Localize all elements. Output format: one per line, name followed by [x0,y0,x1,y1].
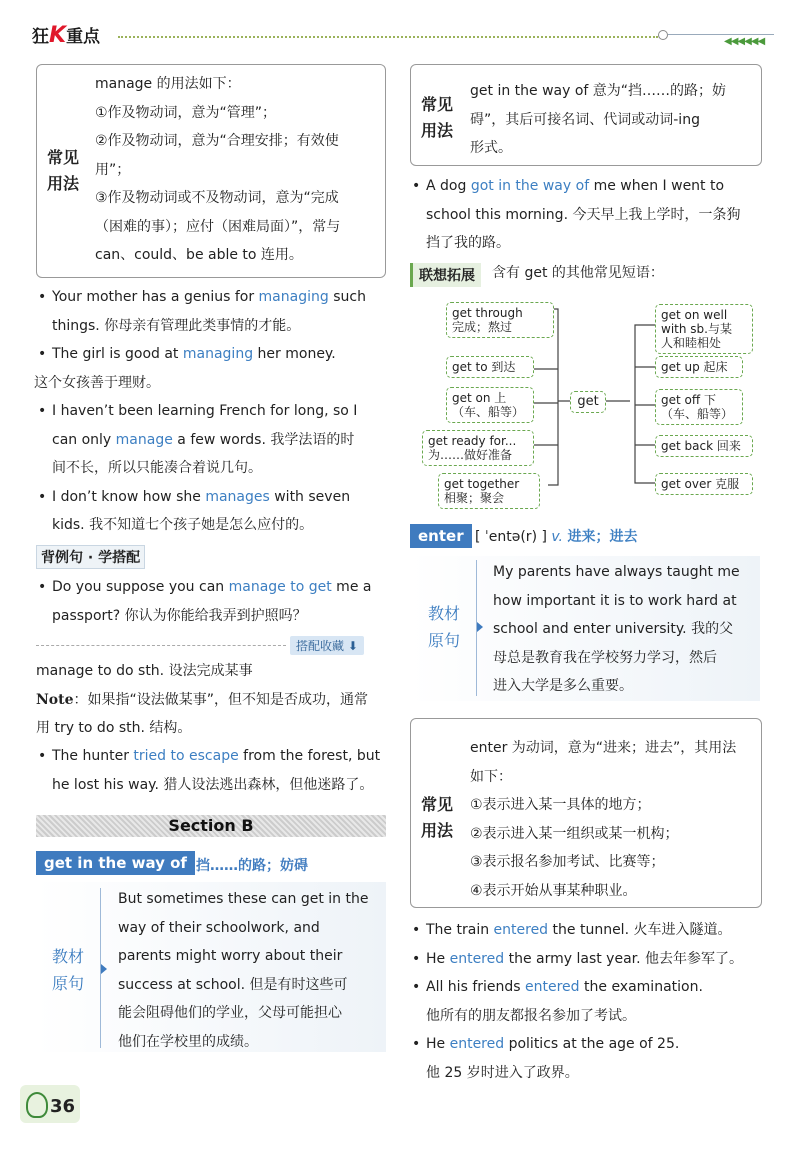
example-item: • He entered the army last year. 他去年参军了。 [426,945,771,974]
mindmap-node: get up 起床 [655,356,743,378]
usage-label: 常见 用法 [420,795,453,840]
example-item: • He entered politics at the age of 25. [426,1030,771,1059]
gitw-source-text: But sometimes these can get in the way of their schoolwork, and parents might worry about their success at school. 但是有时这些可 能会阻碍他们的学业，父母可能担心 他们在学校里的成绩。 [118,891,369,1050]
example-item: • Your mother has a genius for managing such [52,283,387,312]
example-line: things. 你母亲有管理此类事情的才能。 [52,317,301,334]
usage-line: ①作及物动词，意为“管理”； [95,104,277,121]
source-label: 教材 原句 [427,604,460,650]
phrase-line: manage to do sth. 设法完成某事 [36,663,253,679]
usage-line: ③作及物动词或不及物动词，意为“完成 [95,190,339,206]
mindmap-node: get through 完成；熬过 [446,302,554,338]
header-arrows-icon: ◀◀◀◀◀◀ [724,36,765,47]
collect-rule [36,645,286,646]
hunter-example: • The hunter tried to escape from the forest, but he lost his way. 猎人设法逃出森林，但他迷路了。 [52,742,387,799]
gitw-usage-text: get in the way of 意为“挡……的路；妨 碍”，其后可接名词、代词或动词-ing 形式。 [470,83,727,156]
mindmap-center: get [570,391,606,413]
logo-text: 重点 [66,27,101,47]
gitw-meaning: 挡……的路；妨碍 [196,858,308,874]
lianxiang-tag: 联想拓展 [410,263,481,287]
mindmap-node: get on 上 （车、船等） [446,387,534,423]
mindmap-node: get over 克服 [655,473,753,495]
usage-line: 用”； [95,161,131,178]
mindmap-node: get on well with sb.与某 人和睦相处 [655,304,753,354]
bei-example: • Do you suppose you can manage to get me a passport? 你认为你能给我弄到护照吗？ [52,573,387,630]
mindmap-node: get back 回来 [655,435,753,457]
example-line: 间不长，所以只能凑合着说几句。 [52,460,262,476]
example-line: can only manage a few words. 我学法语的时 [52,431,355,448]
header-dotted-rule [118,36,658,38]
enter-heading: enter [410,524,472,548]
logo-k: K [49,23,67,48]
enter-source-text: My parents have always taught me how important it is to work hard at school and enter university. 我的父 母总是教育我在学校努力学习，然后 进入大学是多么重要。 [493,564,740,694]
mindmap-node: get off 下 （车、船等） [655,389,743,425]
example-line: 这个女孩善于理财。 [34,374,160,391]
note-line: Note：如果指“设法做某事”，但不知是否成功，通常 [36,691,369,708]
example-line: kids. 我不知道七个孩子她是怎么应付的。 [52,517,314,533]
pointer-icon [477,622,483,632]
usage-label: 常见 用法 [420,95,453,140]
manage-usage-text [95,70,380,270]
mindmap-node: get to 到达 [446,356,534,378]
header-rule [668,34,774,35]
header-logo [32,22,100,48]
phrase-block [36,657,386,743]
collect-tag: 搭配收藏 ⬇ [290,636,364,655]
bei-tag: 背例句 · 学搭配 [36,545,145,569]
lianxiang-text: 含有 get 的其他常见短语： [492,265,664,281]
usage-line: can、could、be able to 连用。 [95,247,303,263]
enter-examples [426,916,771,1087]
enter-usage-text: enter 为动词，意为“进来；进去”，其用法 如下： ①表示进入某一具体的地方； ②表示进入某一组织或某一机构； ③表示报名参加考试、比赛等； ④表示开始从事某种职业。 [470,740,737,899]
dog-example: • A dog got in the way of me when I went to school this morning. 今天早上我上学时，一条狗 挡了我的路。 [426,172,766,258]
usage-line: （困难的事）；应付（困难局面）”，常与 [95,218,341,235]
example-item: • The girl is good at managing her money. [52,340,387,369]
gitw-heading: get in the way of [36,851,195,875]
mindmap-node: get ready for... 为……做好准备 [422,430,534,466]
manage-examples [34,283,387,540]
mindmap-node: get together 相聚；聚会 [438,473,540,509]
note-line: 用 try to do sth. 结构。 [36,720,192,736]
example-item: • I don’t know how she manages with seven [52,483,387,512]
example-item: • I haven’t been learning French for long, so I [52,397,387,426]
source-label: 教材 原句 [51,947,84,993]
balloon-icon [26,1092,48,1118]
usage-label: 常见 用法 [46,148,79,193]
header-circle-icon [658,30,668,40]
example-item: • The train entered the tunnel. 火车进入隧道。 [426,916,771,945]
section-title: Section B [36,815,386,837]
example-line: 他 25 岁时进入了政界。 [426,1064,579,1081]
example-item: • All his friends entered the examination. [426,973,771,1002]
usage-line: manage 的用法如下： [95,76,241,92]
page-number: 36 [50,1096,76,1117]
example-line: 他所有的朋友都报名参加了考试。 [426,1007,636,1024]
pointer-icon [101,964,107,974]
usage-line: ②作及物动词，意为“合理安排；有效使 [95,133,339,149]
enter-phonetic: [ ˈentə(r) ] v. 进来；进去 [475,529,638,545]
logo-char: 狂 [32,27,49,47]
